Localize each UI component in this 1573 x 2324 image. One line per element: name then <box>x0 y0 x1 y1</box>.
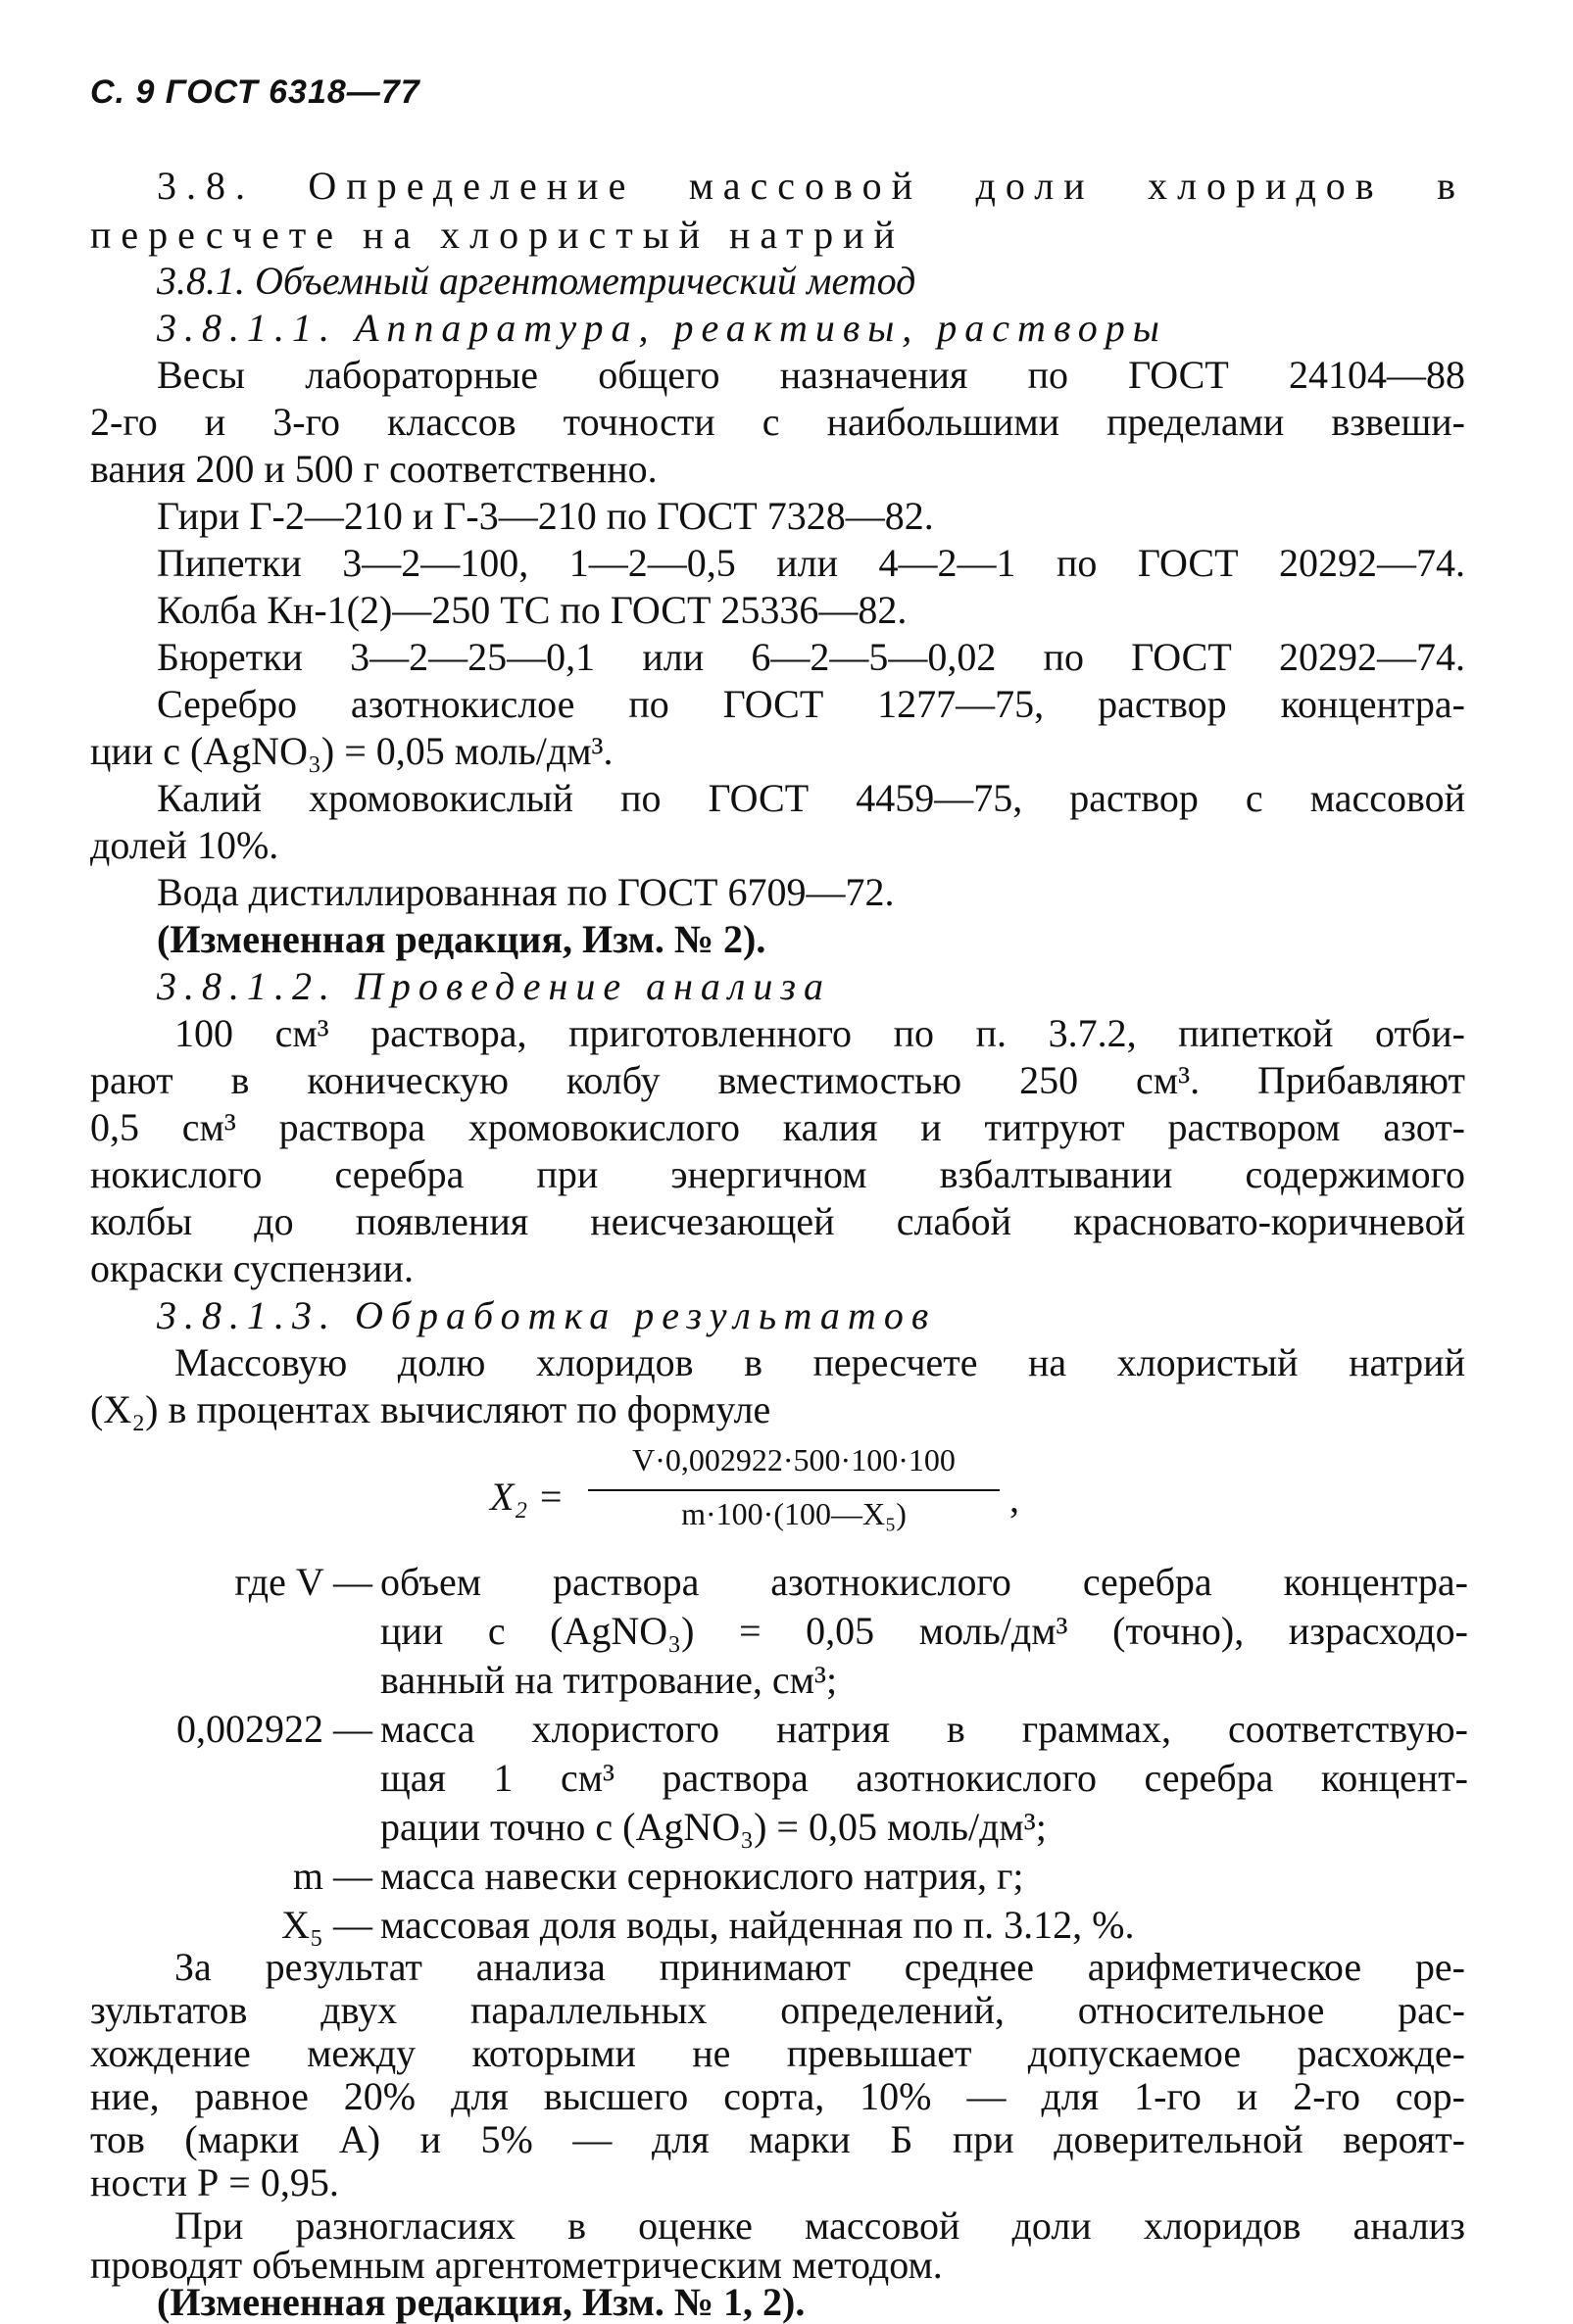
reagent-silver-nitrate-line-1: Серебро азотнокислое по ГОСТ 1277—75, раствор концентра- <box>157 682 1465 726</box>
conclusion-line-5: тов (марки А) и 5% — для марки Б при доверительной вероят- <box>90 2117 1465 2161</box>
revision-note-1: (Измененная редакция, Изм. № 2). <box>157 917 766 961</box>
formula-numerator: V·0,002922·500·100·100 <box>632 1442 956 1477</box>
apparatus-scales-line-3: вания 200 и 500 г соответственно. <box>90 447 658 491</box>
results-line-1: Массовую долю хлоридов в пересчете на хлористый натрий <box>174 1340 1465 1384</box>
analysis-line-3: 0,5 см³ раствора хромовокислого калия и титруют раствором азот- <box>90 1105 1465 1149</box>
apparatus-pipettes: Пипетки 3—2—100, 1—2—0,5 или 4—2—1 по ГОСТ 20292—74. <box>157 541 1465 585</box>
where-desc-x5 <box>380 1901 1468 1950</box>
apparatus-weights: Гири Г-2—210 и Г-3—210 по ГОСТ 7328—82. <box>157 494 934 538</box>
section-3-8-title-line-1: 3.8. Определение массовой доли хлоридов в <box>157 164 1465 208</box>
where-term-coefficient: 0,002922 — <box>176 1707 372 1751</box>
formula-comma: , <box>1009 1477 1019 1521</box>
where-term-x5: X₅ — <box>281 1903 372 1947</box>
dispute-line-2: проводят объемным аргентометрическим методом. <box>90 2243 943 2287</box>
where-desc-coefficient-line-2: щая 1 см³ раствора азотнокислого серебра концент- <box>380 1756 1468 1800</box>
section-3-8-1-1-title: 3.8.1.1. Аппаратура, реактивы, растворы <box>157 306 1167 350</box>
conclusion-line-1: За результат анализа принимают среднее арифметическое ре- <box>174 1945 1465 1989</box>
analysis-line-4: нокислого серебра при энергичном взбалтывании содержимого <box>90 1152 1465 1196</box>
where-desc-v <box>380 1558 1468 1705</box>
apparatus-burettes: Бюретки 3—2—25—0,1 или 6—2—5—0,02 по ГОСТ 20292—74. <box>157 635 1465 679</box>
where-desc-coefficient-line-1: масса хлористого натрия в граммах, соответствую- <box>380 1707 1468 1751</box>
dispute-line-1: При разногласиях в оценке массовой доли хлоридов анализ <box>174 2203 1465 2248</box>
section-3-8-1-3-title: 3.8.1.3. Обработка результатов <box>157 1293 937 1337</box>
section-3-8-1-title: 3.8.1. Объемный аргентометрический метод <box>157 259 916 303</box>
formula-lhs: X₂ = <box>490 1475 565 1519</box>
conclusion-line-6: ности Р = 0,95. <box>90 2160 339 2204</box>
where-desc-m <box>380 1852 1468 1901</box>
where-desc-x5-line-1: массовая доля воды, найденная по п. 3.12, %. <box>380 1903 1135 1947</box>
formula-fraction-bar <box>588 1489 1000 1491</box>
apparatus-scales-line-1: Весы лабораторные общего назначения по ГОСТ 24104—88 <box>157 353 1465 397</box>
section-3-8-title-line-2: пересчете на хлористый натрий <box>90 213 905 257</box>
reagent-distilled-water: Вода дистиллированная по ГОСТ 6709—72. <box>157 870 895 914</box>
reagent-silver-nitrate-line-2: ции с (AgNO₃) = 0,05 моль/дм³. <box>90 729 614 773</box>
results-line-2: (X₂) в процентах вычисляют по формуле <box>90 1387 771 1431</box>
analysis-line-2: рают в коническую колбу вместимостью 250 см³. Прибавляют <box>90 1058 1465 1102</box>
revision-note-2: (Измененная редакция, Изм. № 1, 2). <box>157 2280 806 2324</box>
apparatus-scales-line-2: 2-го и 3-го классов точности с наибольшими пределами взвеши- <box>90 400 1465 444</box>
reagent-potassium-chromate-line-1: Калий хромовокислый по ГОСТ 4459—75, раствор с массовой <box>157 776 1465 820</box>
apparatus-flask: Колба Кн-1(2)—250 ТС по ГОСТ 25336—82. <box>157 588 908 632</box>
analysis-line-5: колбы до появления неисчезающей слабой красновато-коричневой <box>90 1199 1465 1243</box>
section-3-8-1-2-title: 3.8.1.2. Проведение анализа <box>157 964 831 1008</box>
conclusion-line-4: ние, равное 20% для высшего сорта, 10% — для 1-го и 2-го сор- <box>90 2074 1465 2118</box>
conclusion-line-2: зультатов двух параллельных определений, относительное рас- <box>90 1988 1465 2032</box>
page-header: С. 9 ГОСТ 6318—77 <box>90 73 420 111</box>
where-desc-v-line-1: объем раствора азотнокислого серебра концентра- <box>380 1560 1468 1604</box>
where-desc-v-line-3: ванный на титрование, см³; <box>380 1658 838 1702</box>
where-desc-v-line-2: ции с (AgNO₃) = 0,05 моль/дм³ (точно), израсходо- <box>380 1609 1468 1653</box>
conclusion-line-3: хождение между которыми не превышает допускаемое расхожде- <box>90 2031 1465 2075</box>
where-term-v: где V — <box>234 1560 372 1604</box>
where-desc-coefficient-line-3: рации точно с (AgNO₃) = 0,05 моль/дм³; <box>380 1805 1047 1849</box>
analysis-line-1: 100 см³ раствора, приготовленного по п. 3.7.2, пипеткой отби- <box>174 1011 1465 1055</box>
where-desc-m-line-1: масса навески сернокислого натрия, г; <box>380 1854 1024 1898</box>
analysis-line-6: окраски суспензии. <box>90 1246 414 1290</box>
formula-denominator: m·100·(100—X₅) <box>681 1496 907 1531</box>
where-desc-coefficient <box>380 1705 1468 1852</box>
reagent-potassium-chromate-line-2: долей 10%. <box>90 823 279 867</box>
formula-x2 <box>490 1442 1039 1550</box>
where-term-m: m — <box>292 1854 372 1898</box>
